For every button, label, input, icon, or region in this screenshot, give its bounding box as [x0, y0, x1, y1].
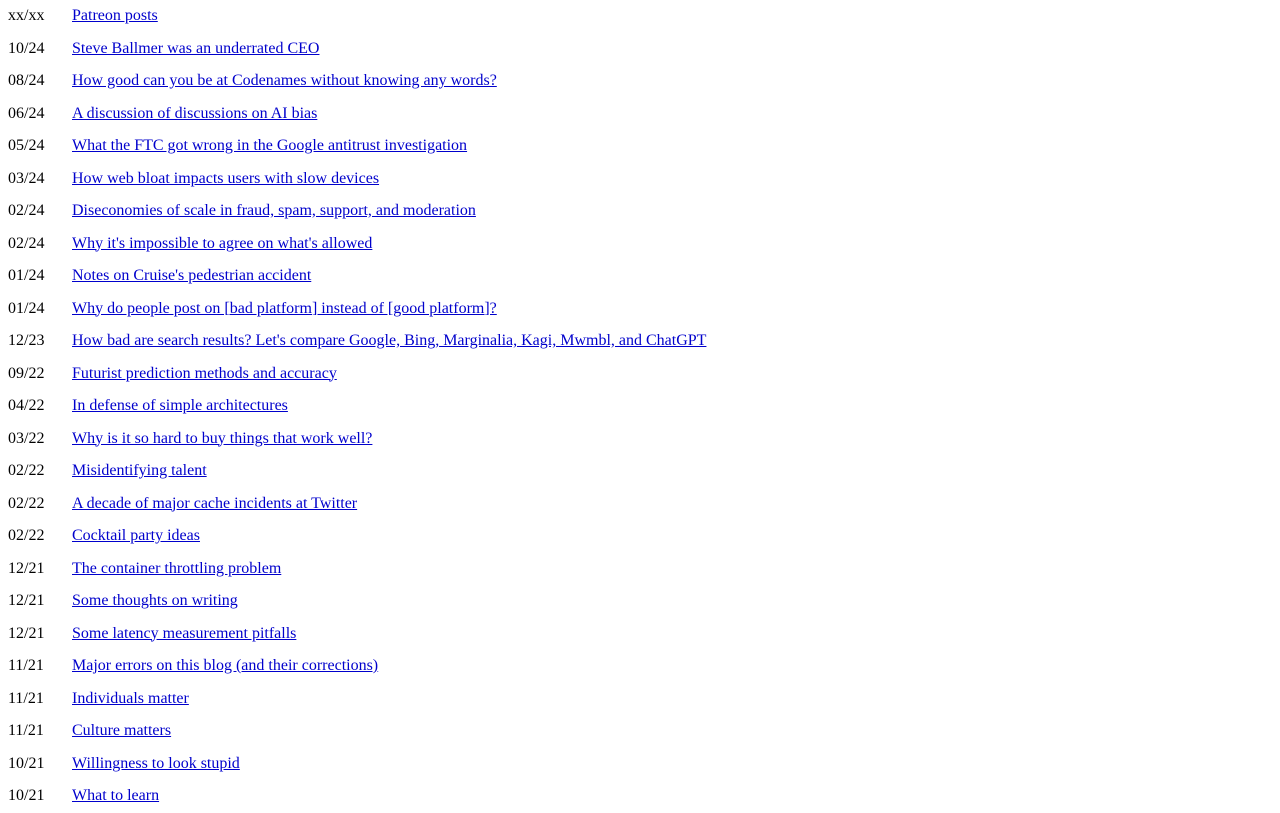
- post-date: 12/21: [8, 624, 45, 642]
- post-date: 11/21: [8, 657, 44, 674]
- post-date: xx/xx: [8, 7, 45, 24]
- post-row: [0, 228, 1280, 261]
- post-title-link[interactable]: Culture matters: [72, 722, 172, 739]
- post-row: [0, 423, 1280, 456]
- post-title-link[interactable]: Some latency measurement pitfalls: [72, 624, 297, 642]
- post-date: 03/22: [8, 429, 45, 447]
- post-title-link[interactable]: Willingness to look stupid: [72, 754, 240, 772]
- post-date: 05/24: [8, 137, 45, 154]
- post-title-link[interactable]: The container throttling problem: [72, 559, 282, 577]
- post-date: 11/21: [8, 689, 44, 707]
- post-title-link[interactable]: Patreon posts: [72, 7, 158, 24]
- post-date: 04/22: [8, 397, 45, 414]
- post-title-link[interactable]: What to learn: [72, 787, 160, 804]
- post-title-link[interactable]: Why is it so hard to buy things that work well?: [72, 429, 373, 447]
- post-title-link[interactable]: In defense of simple architectures: [72, 397, 288, 414]
- post-row: [0, 585, 1280, 618]
- post-row: [0, 520, 1280, 553]
- post-title-link[interactable]: A decade of major cache incidents at Twitter: [72, 494, 358, 512]
- post-row: [0, 553, 1280, 586]
- post-date: 02/22: [8, 527, 45, 544]
- post-date: 03/24: [8, 169, 45, 187]
- post-title-link[interactable]: Notes on Cruise's pedestrian accident: [72, 267, 312, 284]
- post-row: [0, 195, 1280, 228]
- post-date: 11/21: [8, 722, 44, 739]
- post-row: [0, 780, 1280, 813]
- post-title-link[interactable]: Misidentifying talent: [72, 462, 207, 479]
- post-row: [0, 455, 1280, 488]
- post-row: [0, 748, 1280, 781]
- post-date: 12/21: [8, 559, 45, 577]
- post-title-link[interactable]: Why it's impossible to agree on what's allowed: [72, 234, 373, 252]
- post-row: [0, 33, 1280, 66]
- post-row: [0, 0, 1280, 33]
- post-title-link[interactable]: Futurist prediction methods and accuracy: [72, 364, 337, 382]
- post-date: 02/22: [8, 462, 45, 479]
- post-date: 09/22: [8, 364, 45, 382]
- post-date: 08/24: [8, 72, 45, 89]
- post-row: [0, 650, 1280, 683]
- post-date: 12/23: [8, 332, 45, 349]
- post-row: [0, 488, 1280, 521]
- post-date: 12/21: [8, 592, 45, 609]
- post-date: 02/22: [8, 494, 45, 512]
- post-row: [0, 293, 1280, 326]
- post-title-link[interactable]: A discussion of discussions on AI bias: [72, 104, 318, 122]
- post-row: [0, 715, 1280, 748]
- post-row: [0, 163, 1280, 196]
- post-date: 01/24: [8, 267, 45, 284]
- post-row: [0, 683, 1280, 716]
- post-row: [0, 98, 1280, 131]
- post-title-link[interactable]: Cocktail party ideas: [72, 527, 200, 544]
- post-title-link[interactable]: Major errors on this blog (and their corrections): [72, 657, 379, 674]
- post-date: 02/24: [8, 202, 45, 219]
- post-date: 06/24: [8, 104, 45, 122]
- post-title-link[interactable]: How good can you be at Codenames without knowing any words?: [72, 72, 497, 89]
- post-date: 10/24: [8, 39, 45, 57]
- post-row: [0, 325, 1280, 358]
- post-row: [0, 65, 1280, 98]
- post-title-link[interactable]: Individuals matter: [72, 689, 189, 707]
- post-title-link[interactable]: What the FTC got wrong in the Google antitrust investigation: [72, 137, 468, 154]
- post-title-link[interactable]: How bad are search results? Let's compare Google, Bing, Marginalia, Kagi, Mwmbl, and ChatGPT: [72, 332, 707, 349]
- post-date: 10/21: [8, 754, 45, 772]
- post-title-link[interactable]: Some thoughts on writing: [72, 592, 238, 609]
- post-date: 10/21: [8, 787, 45, 804]
- post-title-link[interactable]: Steve Ballmer was an underrated CEO: [72, 39, 320, 57]
- post-date: 02/24: [8, 234, 45, 252]
- post-row: [0, 260, 1280, 293]
- post-row: [0, 358, 1280, 391]
- post-row: [0, 618, 1280, 651]
- post-title-link[interactable]: How web bloat impacts users with slow devices: [72, 169, 380, 187]
- post-row: [0, 130, 1280, 163]
- post-title-link[interactable]: Why do people post on [bad platform] instead of [good platform]?: [72, 299, 497, 317]
- post-title-link[interactable]: Diseconomies of scale in fraud, spam, support, and moderation: [72, 202, 476, 219]
- post-row: [0, 390, 1280, 423]
- post-date: 01/24: [8, 299, 45, 317]
